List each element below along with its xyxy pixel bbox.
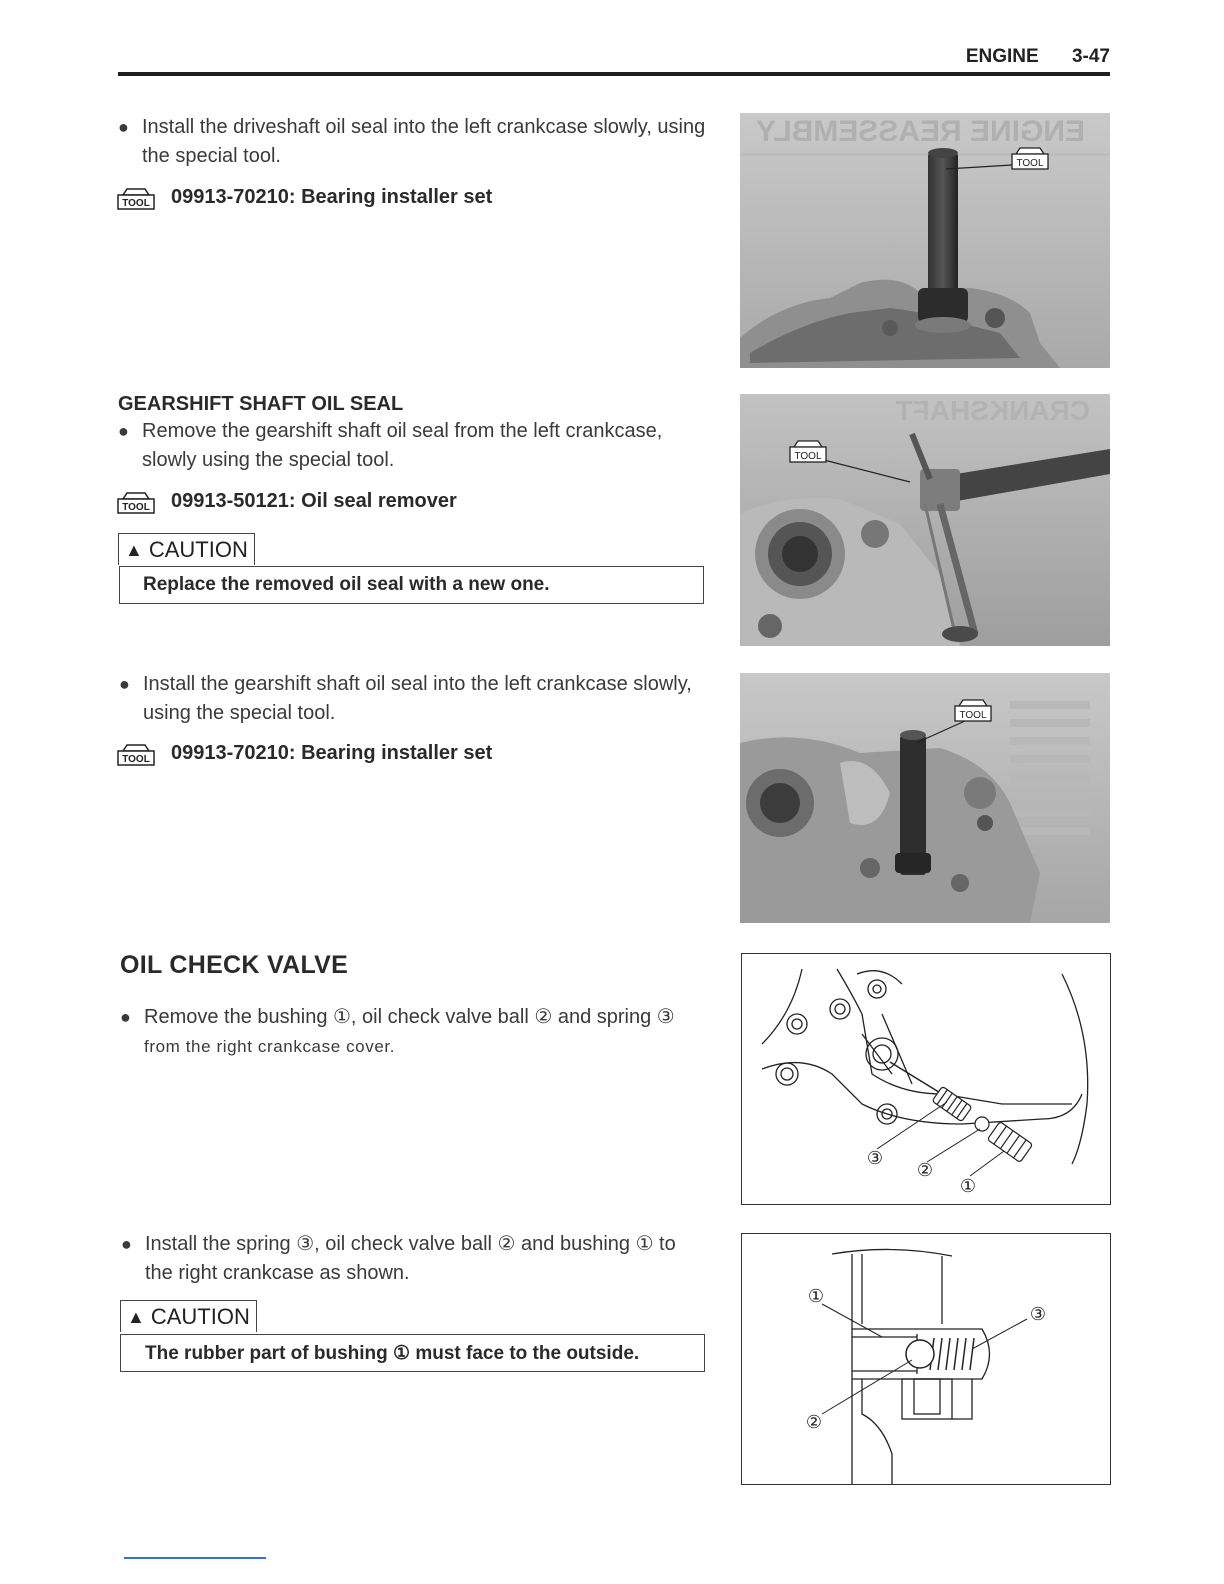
bullet-remove-bushing xyxy=(120,1003,719,1061)
svg-text:TOOL: TOOL xyxy=(959,710,987,721)
photo-gearshift-seal-removal xyxy=(740,394,1110,646)
warning-triangle-icon: ▲ xyxy=(125,539,143,560)
bullet-text: Install the gearshift shaft oil seal into the left crankcase slowly, using the special tool. xyxy=(143,673,692,724)
svg-text:②: ② xyxy=(805,1412,823,1433)
caution-box-2 xyxy=(120,1334,705,1372)
svg-text:①: ① xyxy=(807,1286,825,1307)
caution-box xyxy=(119,566,704,604)
bullet-remove-gearshift-seal xyxy=(118,417,717,475)
tool-line-bearing-installer-2 xyxy=(117,742,492,765)
warning-triangle-icon: ▲ xyxy=(127,1306,145,1327)
tool-icon xyxy=(117,491,155,513)
svg-text:ENGINE REASSEMBLY: ENGINE REASSEMBLY xyxy=(756,115,1085,148)
tool-text: 09913-70210: Bearing installer set xyxy=(171,742,493,764)
svg-text:TOOL: TOOL xyxy=(1016,158,1044,169)
bullet-dot: ● xyxy=(119,674,130,694)
svg-text:①: ① xyxy=(959,1176,977,1197)
svg-text:②: ② xyxy=(916,1160,934,1181)
bullet-text-line1: Remove the bushing ①, oil check valve ball ② and spring ③ xyxy=(144,1006,675,1028)
tool-text: 09913-70210: Bearing installer set xyxy=(171,186,493,208)
diagram-oil-check-valve-installed xyxy=(741,1233,1111,1485)
section-title-oil-check-valve: OIL CHECK VALVE xyxy=(120,951,349,979)
bullet-dot: ● xyxy=(118,421,129,441)
tool-line-bearing-installer xyxy=(117,186,492,209)
svg-text:CRANKSHAFT: CRANKSHAFT xyxy=(895,395,1090,426)
caution-label xyxy=(118,533,255,565)
bullet-text-line2: the right crankcase as shown. xyxy=(145,1262,410,1284)
bullet-text-line1: Install the spring ③, oil check valve ball ② and bushing ① to xyxy=(145,1233,676,1255)
footer-line xyxy=(124,1557,266,1559)
tool-line-oil-seal-remover xyxy=(117,490,457,513)
photo-gearshift-seal-install xyxy=(740,673,1110,923)
bullet-install-spring xyxy=(121,1230,720,1288)
svg-text:TOOL: TOOL xyxy=(122,753,150,765)
bullet-install-driveshaft-seal xyxy=(118,113,717,171)
svg-text:③: ③ xyxy=(866,1148,884,1169)
bullet-text: Install the driveshaft oil seal into the left crankcase slowly, using the special tool. xyxy=(142,116,706,167)
page-header xyxy=(966,46,1110,68)
bullet-text-line2: from the right crankcase cover. xyxy=(144,1037,396,1056)
diagram-oil-check-valve-removal xyxy=(741,953,1111,1205)
svg-text:③: ③ xyxy=(1029,1304,1047,1325)
subhead-gearshift-shaft-oil-seal: GEARSHIFT SHAFT OIL SEAL xyxy=(118,393,404,415)
bullet-text: Remove the gearshift shaft oil seal from the left crankcase, slowly using the special tool. xyxy=(142,420,663,471)
caution-label-2 xyxy=(120,1300,257,1332)
tool-icon xyxy=(117,187,155,209)
header-page-number: 3-47 xyxy=(1071,46,1110,67)
header-rule xyxy=(118,72,1110,76)
caution-text: The rubber part of bushing ① must face to the outside. xyxy=(145,1342,640,1364)
bullet-dot: ● xyxy=(120,1007,131,1027)
tool-text: 09913-50121: Oil seal remover xyxy=(171,490,457,512)
photo-driveshaft-seal-install xyxy=(740,113,1110,368)
svg-text:TOOL: TOOL xyxy=(794,451,822,462)
header-section-title: ENGINE xyxy=(965,46,1039,67)
bullet-dot: ● xyxy=(121,1234,132,1254)
caution-label-text: CAUTION xyxy=(150,1304,250,1329)
svg-text:TOOL: TOOL xyxy=(122,197,150,209)
caution-text: Replace the removed oil seal with a new one. xyxy=(143,574,550,595)
tool-icon xyxy=(117,743,155,765)
caution-label-text: CAUTION xyxy=(148,537,248,562)
svg-text:TOOL: TOOL xyxy=(122,501,150,513)
bullet-dot: ● xyxy=(118,117,129,137)
bullet-install-gearshift-seal xyxy=(119,670,718,728)
